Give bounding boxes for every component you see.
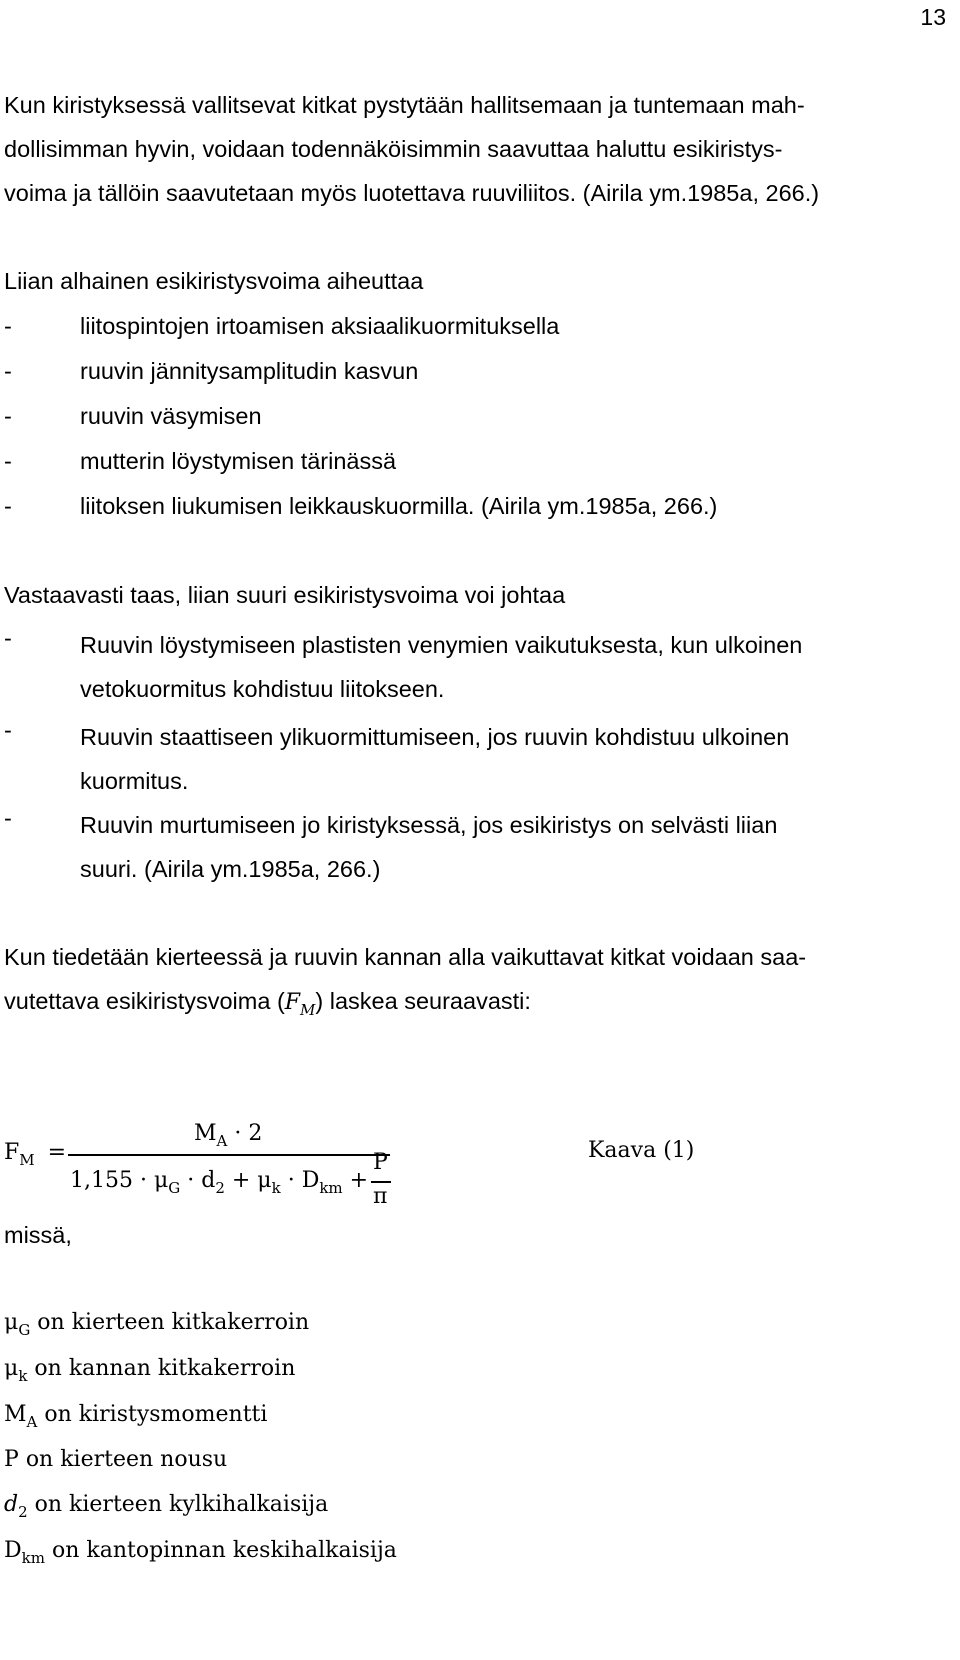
list-item-line: suuri. (Airila ym.1985a, 266.) (80, 856, 381, 882)
paragraph-text: vutettava esikiristysvoima ( (4, 988, 285, 1014)
definition-symbol: M (4, 1402, 27, 1427)
definition-text: on kiristysmomentti (44, 1402, 268, 1427)
denominator-term: + μ (231, 1168, 272, 1193)
formula-numerator (194, 1121, 263, 1150)
numerator-symbol: M (194, 1121, 217, 1146)
denominator-sub: 2 (215, 1179, 225, 1197)
denominator-sub: km (319, 1179, 343, 1197)
formula-lhs-sub: M (19, 1151, 35, 1169)
inner-fraction-denominator: π (373, 1184, 388, 1209)
definition-sub: km (21, 1549, 45, 1567)
list-intro-high-preload: Vastaavasti taas, liian suuri esikiristysvoima voi johtaa (4, 582, 566, 608)
list-dash: - (4, 805, 12, 831)
list-dash: - (4, 493, 12, 519)
force-symbol: F (284, 990, 301, 1015)
list-intro-low-preload: Liian alhainen esikiristysvoima aiheuttaa (4, 268, 424, 294)
numerator-rest: · 2 (234, 1121, 263, 1146)
definition-item (4, 1310, 310, 1339)
formula-label: Kaava (1) (588, 1138, 695, 1163)
denominator-sub: k (271, 1179, 281, 1197)
list-item-line: Ruuvin löystymiseen plastisten venymien vaikutuksesta, kun ulkoinen (80, 632, 803, 658)
definition-symbol: D (4, 1538, 22, 1563)
list-item-text: ruuvin väsymisen (80, 403, 262, 429)
definition-text: on kierteen kylkihalkaisija (34, 1492, 329, 1517)
page-number: 13 (920, 4, 946, 30)
list-dash: - (4, 717, 12, 743)
denominator-plus: + (349, 1168, 369, 1193)
definition-sub: k (18, 1367, 28, 1385)
paragraph-line (4, 979, 924, 1026)
formula-denominator (70, 1168, 369, 1197)
fraction-bar-main (68, 1154, 390, 1156)
denominator-term: · D (287, 1168, 320, 1193)
denominator-term: · d (187, 1168, 216, 1193)
inner-fraction-numerator: P (373, 1150, 388, 1175)
paragraph-text: ) laskea seuraavasti: (315, 988, 531, 1014)
list-dash: - (4, 358, 12, 384)
formula-equals: = (47, 1140, 67, 1165)
definition-item (4, 1447, 227, 1472)
list-item-line: kuormitus. (80, 768, 189, 794)
definition-sub: 2 (18, 1503, 28, 1521)
paragraph-line: Kun tiedetään kierteessä ja ruuvin kannan alla vaikuttavat kitkat voidaan saa- (4, 944, 807, 970)
definition-text: on kierteen nousu (25, 1447, 228, 1472)
definition-symbol: μ (4, 1310, 19, 1335)
list-dash: - (4, 625, 12, 651)
denominator-coefficient: 1,155 · μ (70, 1168, 169, 1193)
definition-sub: A (26, 1413, 38, 1431)
list-dash: - (4, 448, 12, 474)
fraction-bar-inner (371, 1181, 391, 1183)
definition-item (4, 1402, 268, 1431)
numerator-sub: A (216, 1132, 228, 1150)
list-item-line: Ruuvin murtumiseen jo kiristyksessä, jos esikiristys on selvästi liian (80, 812, 778, 838)
paragraph-formula-intro (4, 935, 924, 1026)
definition-symbol: μ (4, 1356, 19, 1381)
definition-symbol: P (4, 1447, 19, 1472)
list-item-text (80, 623, 910, 711)
paragraph-line: voima ja tällöin saavutetaan myös luotettava ruuviliitos. (Airila ym.1985a, 266.) (4, 180, 820, 206)
paragraph-line: dollisimman hyvin, voidaan todennäköisimmin saavuttaa haluttu esikiristys- (4, 136, 783, 162)
paragraph-line: Kun kiristyksessä vallitsevat kitkat pystytään hallitsemaan ja tuntemaan mah- (4, 92, 805, 118)
list-item-text: ruuvin jännitysamplitudin kasvun (80, 358, 419, 384)
definition-symbol: d (4, 1492, 19, 1517)
paragraph-intro (4, 83, 924, 215)
list-item-line: vetokuormitus kohdistuu liitokseen. (80, 676, 445, 702)
list-item-text: mutterin löystymisen tärinässä (80, 448, 397, 474)
definition-text: on kannan kitkakerroin (34, 1356, 296, 1381)
list-item-text (80, 715, 910, 803)
list-dash: - (4, 403, 12, 429)
where-label: missä, (4, 1222, 72, 1248)
list-item-text: liitoksen liukumisen leikkauskuormilla. (Airila ym.1985a, 266.) (80, 493, 718, 519)
list-dash: - (4, 313, 12, 339)
definition-text: on kierteen kitkakerroin (37, 1310, 310, 1335)
formula-lhs (4, 1140, 67, 1169)
denominator-sub: G (168, 1179, 181, 1197)
force-symbol-sub: M (300, 1001, 316, 1019)
definition-item (4, 1538, 397, 1567)
formula-lhs-symbol: F (4, 1140, 20, 1165)
definition-sub: G (18, 1321, 31, 1339)
list-item-text (80, 803, 910, 891)
definition-item (4, 1356, 296, 1385)
definition-item (4, 1492, 329, 1521)
list-item-text: liitospintojen irtoamisen aksiaalikuormituksella (80, 313, 560, 339)
list-item-line: Ruuvin staattiseen ylikuormittumiseen, jos ruuvin kohdistuu ulkoinen (80, 724, 790, 750)
definition-text: on kantopinnan keskihalkaisija (51, 1538, 397, 1563)
